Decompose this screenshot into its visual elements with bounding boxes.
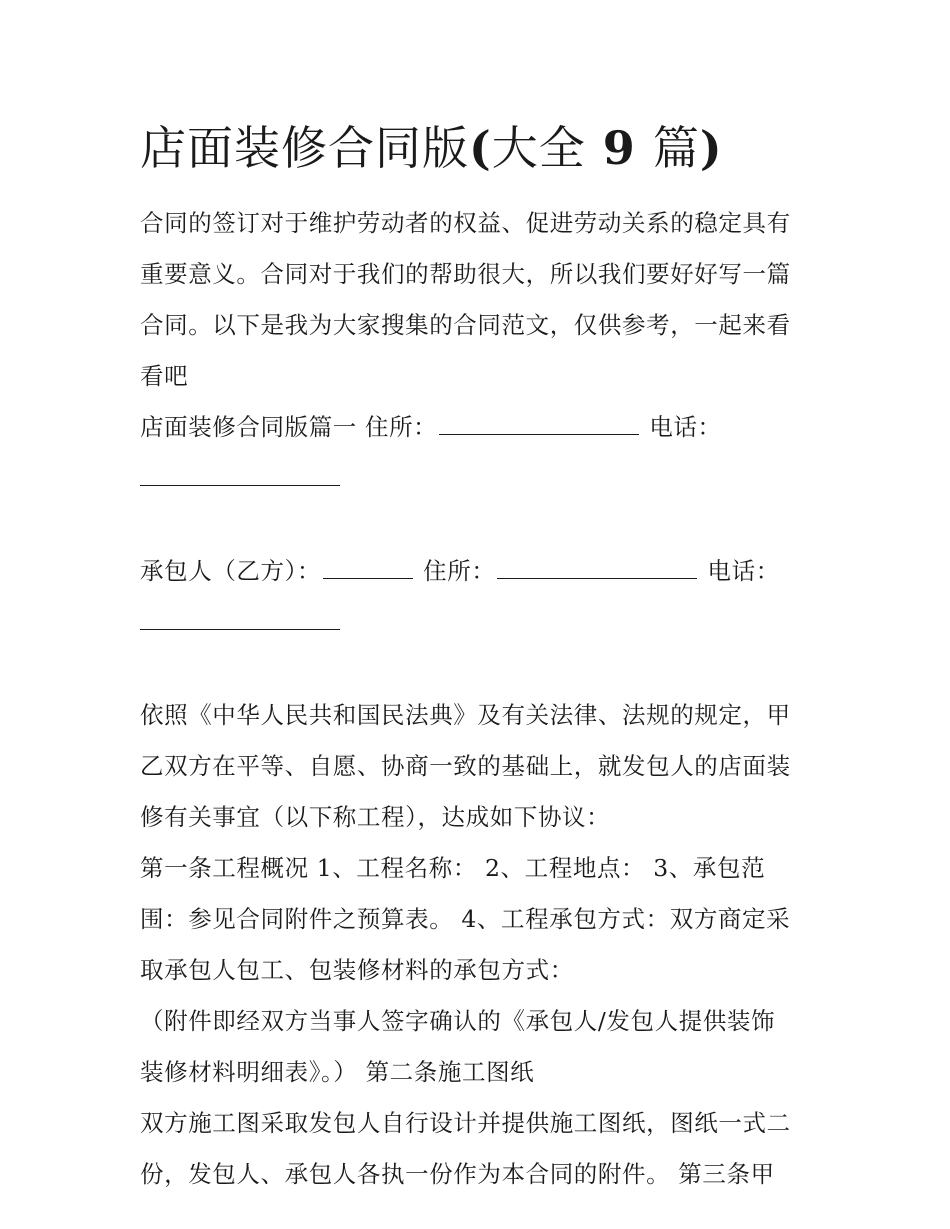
party-a-line [140, 402, 820, 453]
party-b-phone-blank [140, 609, 340, 630]
paragraph-line: 份，发包人、承包人各执一份作为本合同的附件。 第三条甲 [140, 1160, 775, 1188]
party-a-phone-blank [140, 465, 340, 486]
paragraph-line: 依照《中华人民共和国民法典》及有关法律、法规的规定，甲 [140, 701, 791, 729]
party-b-address-label: 住所： [415, 557, 496, 585]
party-a-phone-blank-line [140, 453, 820, 504]
paragraph-line: 取承包人包工、包装修材料的承包方式： [140, 956, 574, 984]
paragraph-line: （附件即经双方当事人签字确认的《承包人/发包人提供装饰 [140, 1007, 776, 1035]
document-body [140, 198, 820, 1200]
title-middle: 大全 [491, 121, 586, 175]
intro-line: 看吧 [140, 362, 189, 390]
party-b-line [140, 546, 820, 597]
party-a-address-label: 店面装修合同版篇一 住所： [140, 413, 438, 441]
spacer [140, 648, 820, 690]
party-b-phone-blank-line [140, 597, 820, 648]
title-open-paren: ( [469, 121, 492, 175]
party-a-phone-label: 电话： [641, 413, 722, 441]
paragraph-line: 装修材料明细表》。） 第二条施工图纸 [140, 1058, 535, 1086]
party-b-address-blank [497, 558, 697, 579]
title-end: 篇 [652, 121, 700, 175]
title-prefix: 店面装修合同版 [140, 121, 469, 175]
paragraph-line: 修有关事宜（以下称工程），达成如下协议： [140, 803, 611, 831]
paragraph-line: 第一条工程概况 1、工程名称： 2、工程地点： 3、承包范 [140, 854, 766, 882]
party-b-phone-label: 电话： [699, 557, 780, 585]
title-number: 9 [585, 121, 653, 175]
paragraph-line: 围：参见合同附件之预算表。 4、工程承包方式：双方商定采 [140, 905, 791, 933]
paragraph-line: 乙双方在平等、自愿、协商一致的基础上，就发包人的店面装 [140, 752, 791, 780]
intro-line: 重要意义。合同对于我们的帮助很大，所以我们要好好写一篇 [140, 260, 791, 288]
spacer [140, 504, 820, 546]
party-b-name-blank [323, 558, 413, 579]
party-a-address-blank [439, 414, 639, 435]
title-close-paren: ) [699, 121, 723, 175]
document-title [140, 118, 840, 178]
intro-line: 合同的签订对于维护劳动者的权益、促进劳动关系的稳定具有 [140, 209, 791, 237]
party-b-label: 承包人（乙方）： [140, 557, 322, 585]
paragraph-line: 双方施工图采取发包人自行设计并提供施工图纸，图纸一式二 [140, 1109, 791, 1137]
intro-line: 合同。以下是我为大家搜集的合同范文，仅供参考，一起来看 [140, 311, 791, 339]
